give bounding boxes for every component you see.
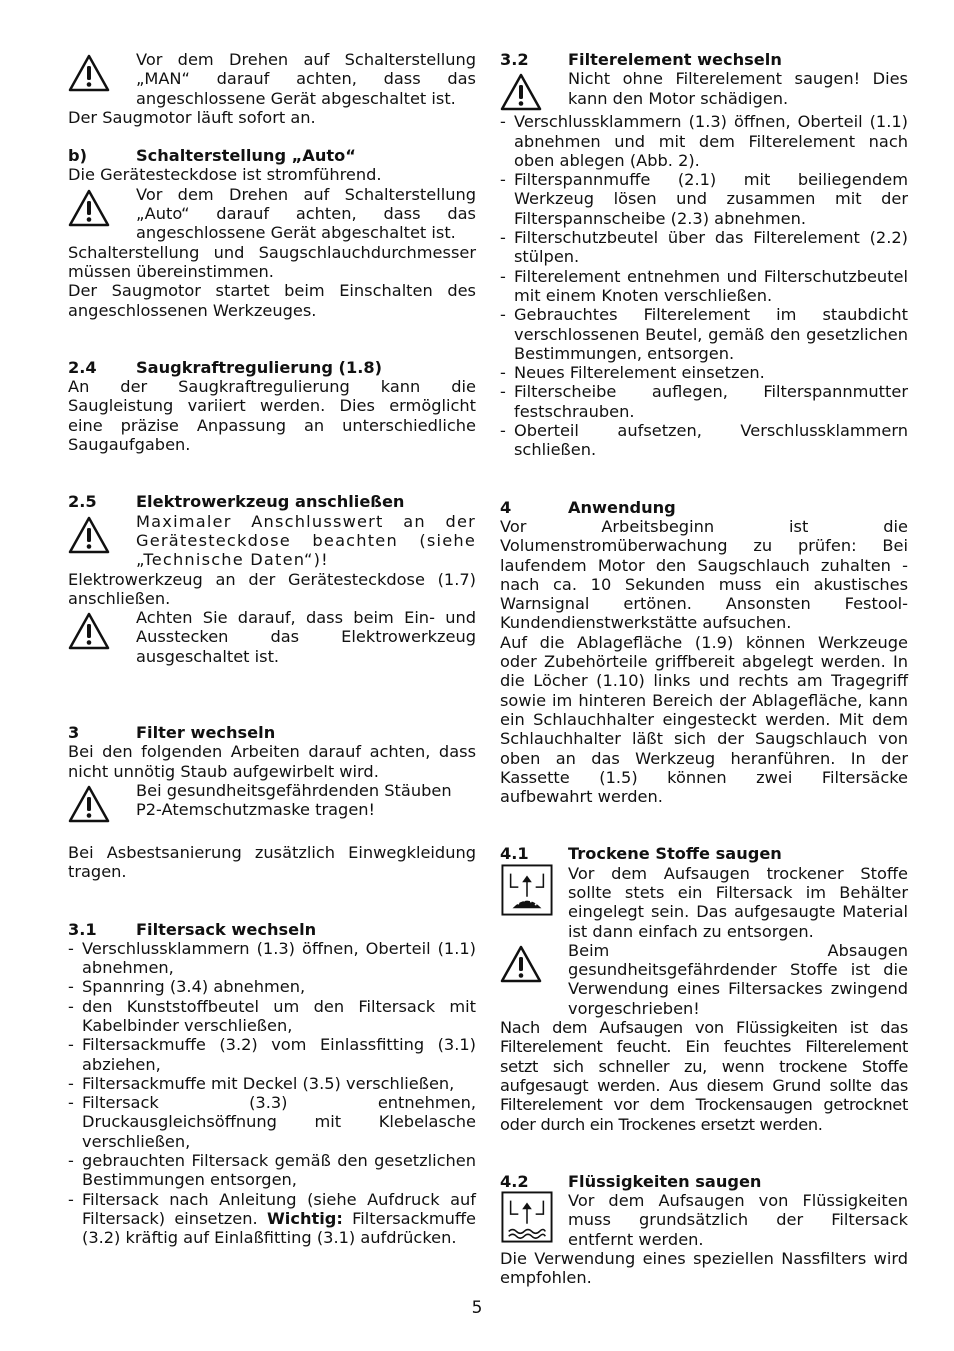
warning-text: Vor dem Drehen auf Schalterstellung „MAN“ darauf achten, dass das angeschlossene Gerät abgeschaltet ist. bbox=[136, 50, 476, 108]
paragraph: Nach dem Aufsaugen von Flüssigkeiten ist das Filterelement feucht. Ein feuchtes Filterelement setzt sich schneller zu, wenn trockene Stoffe aufgesaugt werden. Aus diesem Grund sollte das Filterelement vor dem Trockensaugen getrocknet oder durch ein Trockenes ersetzt werden. bbox=[500, 1018, 908, 1134]
filter-element-steps bbox=[500, 112, 908, 459]
list-item: - gebrauchten Filtersack gemäß den gesetzlichen Bestimmungen entsorgen, bbox=[68, 1151, 476, 1190]
list-item: - Filterspannmuffe (2.1) mit beiliegendem Werkzeug lösen und zusammen mit der Filterspannscheibe (2.3) abnehmen. bbox=[500, 170, 908, 228]
list-item: - Filterscheibe auflegen, Filterspannmutter festschrauben. bbox=[500, 382, 908, 421]
paragraph: Der Saugmotor läuft sofort an. bbox=[68, 107, 316, 127]
paragraph: Bei Asbestsanierung zusätzlich Einwegkleidung tragen. bbox=[68, 842, 476, 882]
section-heading: b) Schalterstellung „Auto“ bbox=[68, 146, 356, 166]
list-item: - den Kunststoffbeutel um den Filtersack mit Kabelbinder verschließen, bbox=[68, 997, 476, 1036]
section-heading: 3 Filter wechseln bbox=[68, 723, 276, 743]
dry-material-icon bbox=[500, 864, 568, 941]
warning-text: Achten Sie darauf, dass beim Ein- und Ausstecken das Elektrowerkzeug ausgeschaltet ist. bbox=[136, 608, 476, 666]
warning-auto bbox=[68, 185, 476, 243]
section-heading: 3.2 Filterelement wechseln bbox=[500, 50, 782, 69]
warning-triangle-icon bbox=[68, 608, 136, 666]
note-text: Vor dem Aufsaugen von Flüssigkeiten muss grundsätzlich der Filtersack entfernt werden. bbox=[568, 1191, 908, 1249]
list-item: - Filtersack nach Anleitung (siehe Aufdruck auf Filtersack) einsetzen. Wichtig: Filtersackmuffe (3.2) kräftig auf Einlaßfitting (3.1) aufdrücken. bbox=[68, 1190, 476, 1248]
list-item: - Verschlussklammern (1.3) öffnen, Oberteil (1.1) abnehmen und mit dem Filterelement nach oben ablegen (Abb. 2). bbox=[500, 112, 908, 170]
warning-dust bbox=[68, 781, 476, 824]
warning-switch-off bbox=[68, 608, 476, 666]
section-heading: 4.2 Flüssigkeiten saugen bbox=[500, 1171, 762, 1191]
warning-man bbox=[68, 50, 476, 108]
warning-text: Vor dem Drehen auf Schalterstellung „Auto“ darauf achten, dass das angeschlossene Gerät abgeschaltet ist. bbox=[136, 184, 476, 243]
warning-text: Bei gesundheitsgefährdenden Stäuben P2-Atemschutzmaske tragen! bbox=[136, 780, 452, 820]
paragraph: Vor Arbeitsbeginn ist die Volumenstromüberwachung zu prüfen: Bei laufendem Motor den Saugschlauch zuhalten - nach ca. 10 Sekunden muss ein akustisches Warnsignal ertönen. Ansonsten Festool-Kundendienstwerkstätte aufsuchen. bbox=[500, 516, 908, 633]
warning-triangle-icon bbox=[68, 50, 136, 108]
liquid-note bbox=[500, 1191, 908, 1249]
paragraph: An der Saugkraftregulierung kann die Saugleistung variiert werden. Dies ermöglicht eine präzise Anpassung an unterschiedliche Saugaufgaben. bbox=[68, 377, 476, 455]
paragraph: Elektrowerkzeug an der Gerätesteckdose (1.7) anschließen. bbox=[68, 569, 476, 608]
section-heading: 2.4 Saugkraftregulierung (1.8) bbox=[68, 357, 383, 377]
section-heading: 4.1 Trockene Stoffe saugen bbox=[500, 844, 782, 864]
left-column bbox=[68, 50, 476, 1248]
section-heading: 4 Anwendung bbox=[500, 497, 676, 517]
dry-material-note bbox=[500, 864, 908, 941]
section-heading: 3.1 Filtersack wechseln bbox=[68, 919, 317, 939]
warning-triangle-icon bbox=[68, 512, 136, 570]
list-item: - Filterelement entnehmen und Filterschutzbeutel mit einem Knoten verschließen. bbox=[500, 267, 908, 306]
list-item: - Filtersackmuffe mit Deckel (3.5) verschließen, bbox=[68, 1074, 476, 1093]
paragraph: Der Saugmotor startet beim Einschalten des angeschlossenen Werkzeuges. bbox=[68, 281, 476, 320]
list-item: - Filtersackmuffe (3.2) vom Einlassfitting (3.1) abziehen, bbox=[68, 1035, 476, 1074]
note-text: Vor dem Aufsaugen trockener Stoffe sollte stets ein Filtersack im Behälter eingelegt sein. Das aufgesaugte Material ist dann einfach zu entsorgen. bbox=[568, 863, 908, 941]
warning-no-filter bbox=[500, 69, 908, 112]
warning-triangle-icon bbox=[500, 941, 568, 1018]
liquid-icon bbox=[500, 1191, 568, 1249]
list-item: - Verschlussklammern (1.3) öffnen, Oberteil (1.1) abnehmen, bbox=[68, 939, 476, 978]
paragraph: Die Gerätesteckdose ist stromführend. bbox=[68, 165, 382, 185]
filter-bag-steps bbox=[68, 939, 476, 1248]
warning-text: Maximaler Anschlusswert an der Gerätesteckdose beachten (siehe „Technische Daten“)! bbox=[136, 511, 476, 570]
warning-triangle-icon bbox=[68, 185, 136, 243]
paragraph: Bei den folgenden Arbeiten darauf achten, dass nicht unnötig Staub aufgewirbelt wird. bbox=[68, 742, 476, 781]
right-column bbox=[500, 50, 908, 1288]
warning-triangle-icon bbox=[68, 781, 136, 824]
page-number: 5 bbox=[471, 1298, 483, 1318]
warning-max-load bbox=[68, 512, 476, 570]
list-item: - Oberteil aufsetzen, Verschlussklammern schließen. bbox=[500, 421, 908, 460]
warning-text: Nicht ohne Filterelement saugen! Dies kann den Motor schädigen. bbox=[568, 69, 908, 108]
list-item: - Gebrauchtes Filterelement im staubdicht verschlossenen Beutel, gemäß den gesetzlichen Bestimmungen, entsorgen. bbox=[500, 305, 908, 363]
paragraph: Die Verwendung eines speziellen Nassfilters wird empfohlen. bbox=[500, 1249, 908, 1288]
paragraph: Schalterstellung und Saugschlauchdurchmesser müssen übereinstimmen. bbox=[68, 242, 476, 281]
warning-triangle-icon bbox=[500, 69, 568, 112]
list-item: - Neues Filterelement einsetzen. bbox=[500, 363, 908, 382]
warning-text: Beim Absaugen gesundheitsgefährdender Stoffe ist die Verwendung eines Filtersackes zwingend vorgeschrieben! bbox=[568, 940, 908, 1018]
paragraph: Auf die Ablagefläche (1.9) können Werkzeuge oder Zubehörteile griffbereit abgelegt werden. In die Löcher (1.10) links und rechts am Tragegriff sowie im hinteren Bereich der Ablagefläche, kann ein Schlauchhalter eingesteckt werden. Mit dem Schlauchhalter läßt sich der Saugschlauch von oben an das Werkzeug heranführen. In der Kassette (1.5) können zwei Filtersäcke aufbewahrt werden. bbox=[500, 632, 908, 807]
list-item: - Spannring (3.4) abnehmen, bbox=[68, 977, 476, 996]
list-item: - Filterschutzbeutel über das Filterelement (2.2) stülpen. bbox=[500, 228, 908, 267]
list-item: - Filtersack (3.3) entnehmen, Druckausgleichsöffnung mit Klebelasche verschließen, bbox=[68, 1093, 476, 1151]
section-heading: 2.5 Elektrowerkzeug anschließen bbox=[68, 492, 405, 512]
warning-hazardous bbox=[500, 941, 908, 1018]
